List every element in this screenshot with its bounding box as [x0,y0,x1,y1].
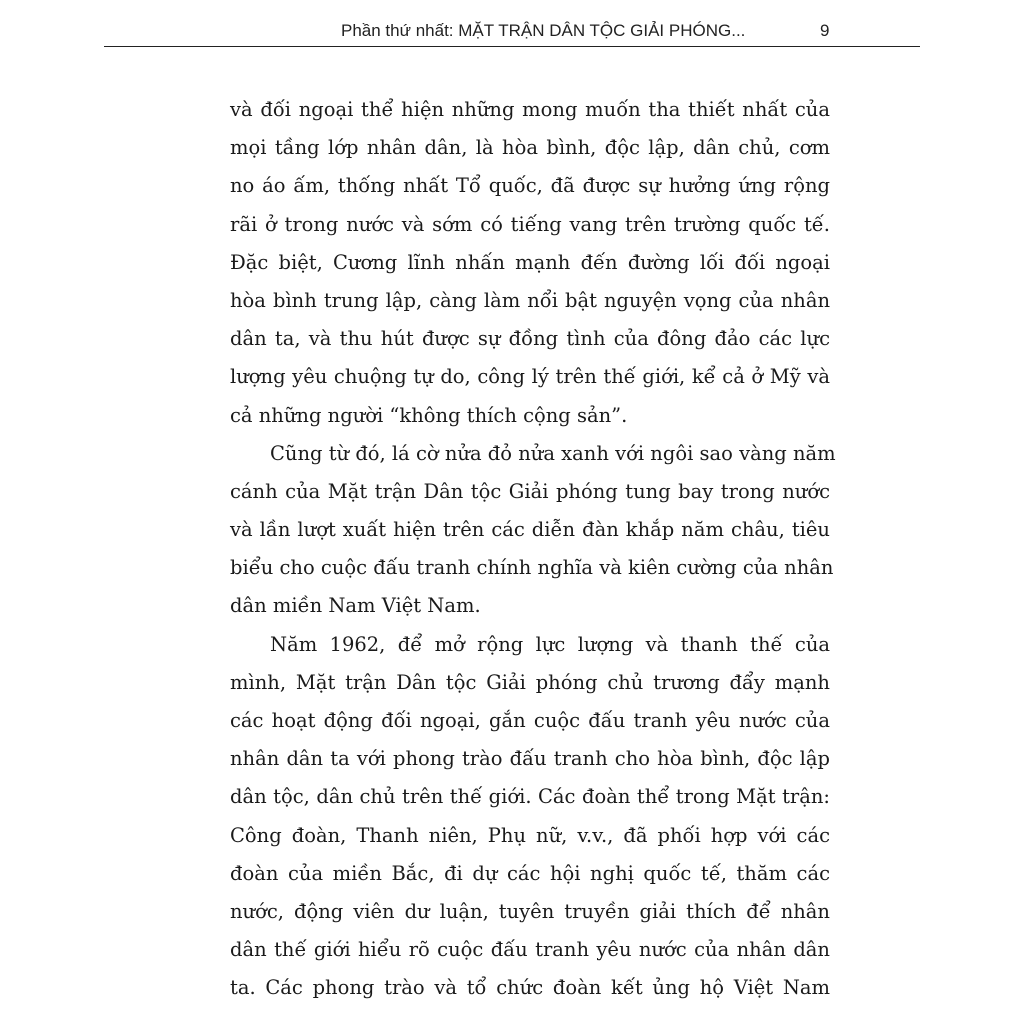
text-line: cánh của Mặt trận Dân tộc Giải phóng tung bay trong nước [230,479,830,503]
text-line: Đặc biệt, Cương lĩnh nhấn mạnh đến đường lối đối ngoại [230,250,830,274]
paragraph-2 [230,435,836,626]
text-line: lượng yêu chuộng tự do, công lý trên thế giới, kể cả ở Mỹ và [230,365,830,389]
body-text [230,91,836,1008]
text-line: dân miền Nam Việt Nam. [230,594,481,618]
text-line: dân thế giới hiểu rõ cuộc đấu tranh yêu nước của nhân dân [230,938,830,962]
text-line: và đối ngoại thể hiện những mong muốn tha thiết nhất của [230,98,830,121]
running-header [104,20,920,47]
text-line: nhân dân ta với phong trào đấu tranh cho hòa bình, độc lập [230,747,830,771]
text-line: ta. Các phong trào và tổ chức đoàn kết ủng hộ Việt Nam [230,976,830,1000]
header-title: Phần thứ nhất: MẶT TRẬN DÂN TỘC GIẢI PHÓNG... [341,21,746,40]
text-line: biểu cho cuộc đấu tranh chính nghĩa và kiên cường của nhân [230,556,834,580]
text-line: cả những người “không thích cộng sản”. [230,403,628,427]
text-line: Cũng từ đó, lá cờ nửa đỏ nửa xanh với ngôi sao vàng năm [270,441,836,465]
text-line: hòa bình trung lập, càng làm nổi bật nguyện vọng của nhân [230,288,830,312]
text-line: mình, Mặt trận Dân tộc Giải phóng chủ trương đẩy mạnh [230,670,830,694]
text-line: đoàn của miền Bắc, đi dự các hội nghị quốc tế, thăm các [230,861,830,885]
text-line: dân tộc, dân chủ trên thế giới. Các đoàn thể trong Mặt trận: [230,785,830,809]
text-line: Năm 1962, để mở rộng lực lượng và thanh thế của [270,632,830,656]
text-line: no áo ấm, thống nhất Tổ quốc, đã được sự hưởng ứng rộng [230,174,830,198]
text-line: dân ta, và thu hút được sự đồng tình của đông đảo các lực [230,327,830,351]
text-line: nước, động viên dư luận, tuyên truyền giải thích để nhân [230,899,830,923]
paragraph-3 [230,626,830,1008]
page-number: 9 [820,21,830,40]
text-line: rãi ở trong nước và sớm có tiếng vang trên trường quốc tế. [230,212,830,236]
text-line: các hoạt động đối ngoại, gắn cuộc đấu tranh yêu nước của [230,709,830,732]
paragraph-1 [230,91,830,435]
text-line: mọi tầng lớp nhân dân, là hòa bình, độc lập, dân chủ, cơm [230,136,830,160]
text-line: và lần lượt xuất hiện trên các diễn đàn khắp năm châu, tiêu [230,518,830,542]
text-line: Công đoàn, Thanh niên, Phụ nữ, v.v., đã phối hợp với các [230,823,830,847]
